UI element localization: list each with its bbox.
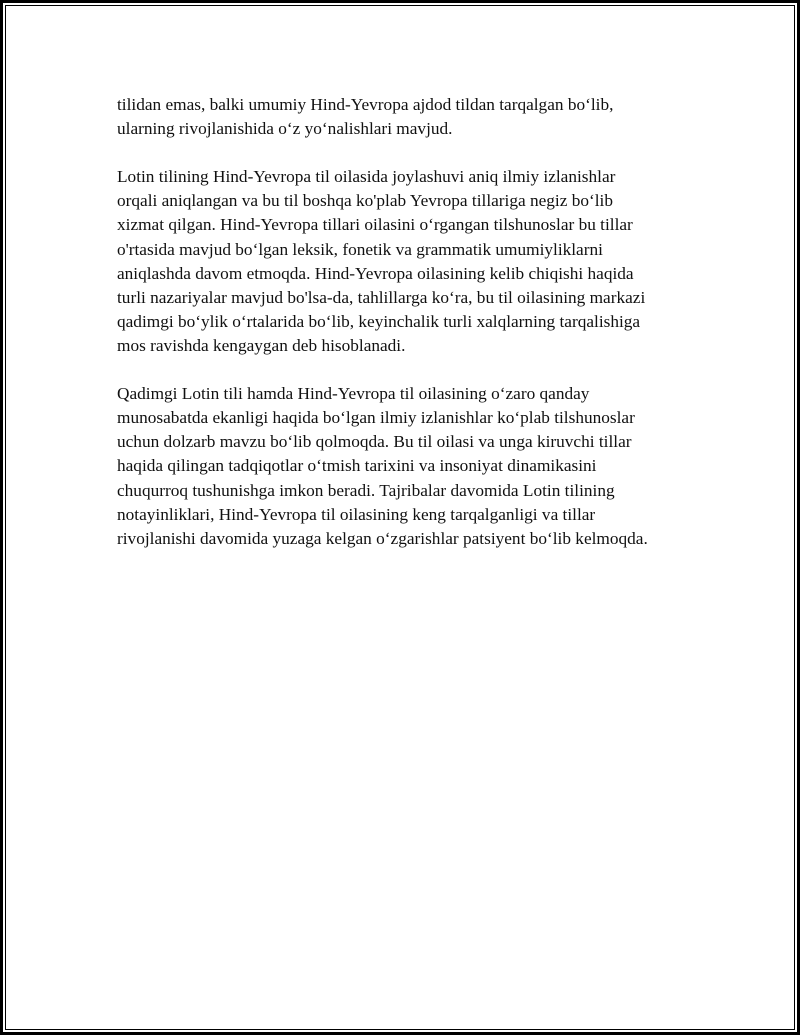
text-line: haqida qilingan tadqiqotlar o‘tmish tarixini va insoniyat dinamikasini [117, 456, 597, 476]
paragraph-2 [117, 165, 697, 358]
text-line: orqali aniqlangan va bu til boshqa ko'plab Yevropa tillariga negiz bo‘lib [117, 191, 613, 211]
text-line: rivojlanishi davomida yuzaga kelgan o‘zgarishlar patsiyent bo‘lib kelmoqda. [117, 528, 648, 548]
text-line: munosabatda ekanligi haqida bo‘lgan ilmiy izlanishlar ko‘plab tilshunoslar [117, 408, 635, 428]
text-line: qadimgi bo‘ylik o‘rtalarida bo‘lib, keyinchalik turli xalqlarning tarqalishiga [117, 311, 641, 331]
text-line: tilidan emas, balki umumiy Hind-Yevropa ajdod tildan tarqalgan bo‘lib, [117, 95, 614, 114]
text-line: chuqurroq tushunishga imkon beradi. Tajribalar davomida Lotin tilining [117, 480, 615, 500]
text-line: aniqlashda davom etmoqda. Hind-Yevropa oilasining kelib chiqishi haqida [117, 263, 634, 283]
paragraph-3 [117, 382, 697, 551]
text-line: ularning rivojlanishida o‘z yo‘nalishlari mavjud. [117, 119, 453, 139]
text-line: xizmat qilgan. Hind-Yevropa tillari oilasini o‘rgangan tilshunoslar bu tillar [117, 215, 633, 235]
text-line: notayinliklari, Hind-Yevropa til oilasining keng tarqalganligi va tillar [117, 504, 596, 524]
text-line: Qadimgi Lotin tili hamda Hind-Yevropa til oilasining o‘zaro qanday [117, 384, 590, 404]
text-line: mos ravishda kengaygan deb hisoblanadi. [117, 335, 406, 355]
text-line: turli nazariyalar mavjud bo'lsa-da, tahlillarga ko‘ra, bu til oilasining markazi [117, 287, 646, 307]
paragraph-1 [117, 93, 697, 141]
text-line: o'rtasida mavjud bo‘lgan leksik, fonetik va grammatik umumiyliklarni [117, 239, 603, 259]
text-line: uchun dolzarb mavzu bo‘lib qolmoqda. Bu til oilasi va unga kiruvchi tillar [117, 432, 632, 452]
text-line: Lotin tilining Hind-Yevropa til oilasida joylashuvi aniq ilmiy izlanishlar [117, 167, 616, 187]
document-body [117, 93, 697, 575]
